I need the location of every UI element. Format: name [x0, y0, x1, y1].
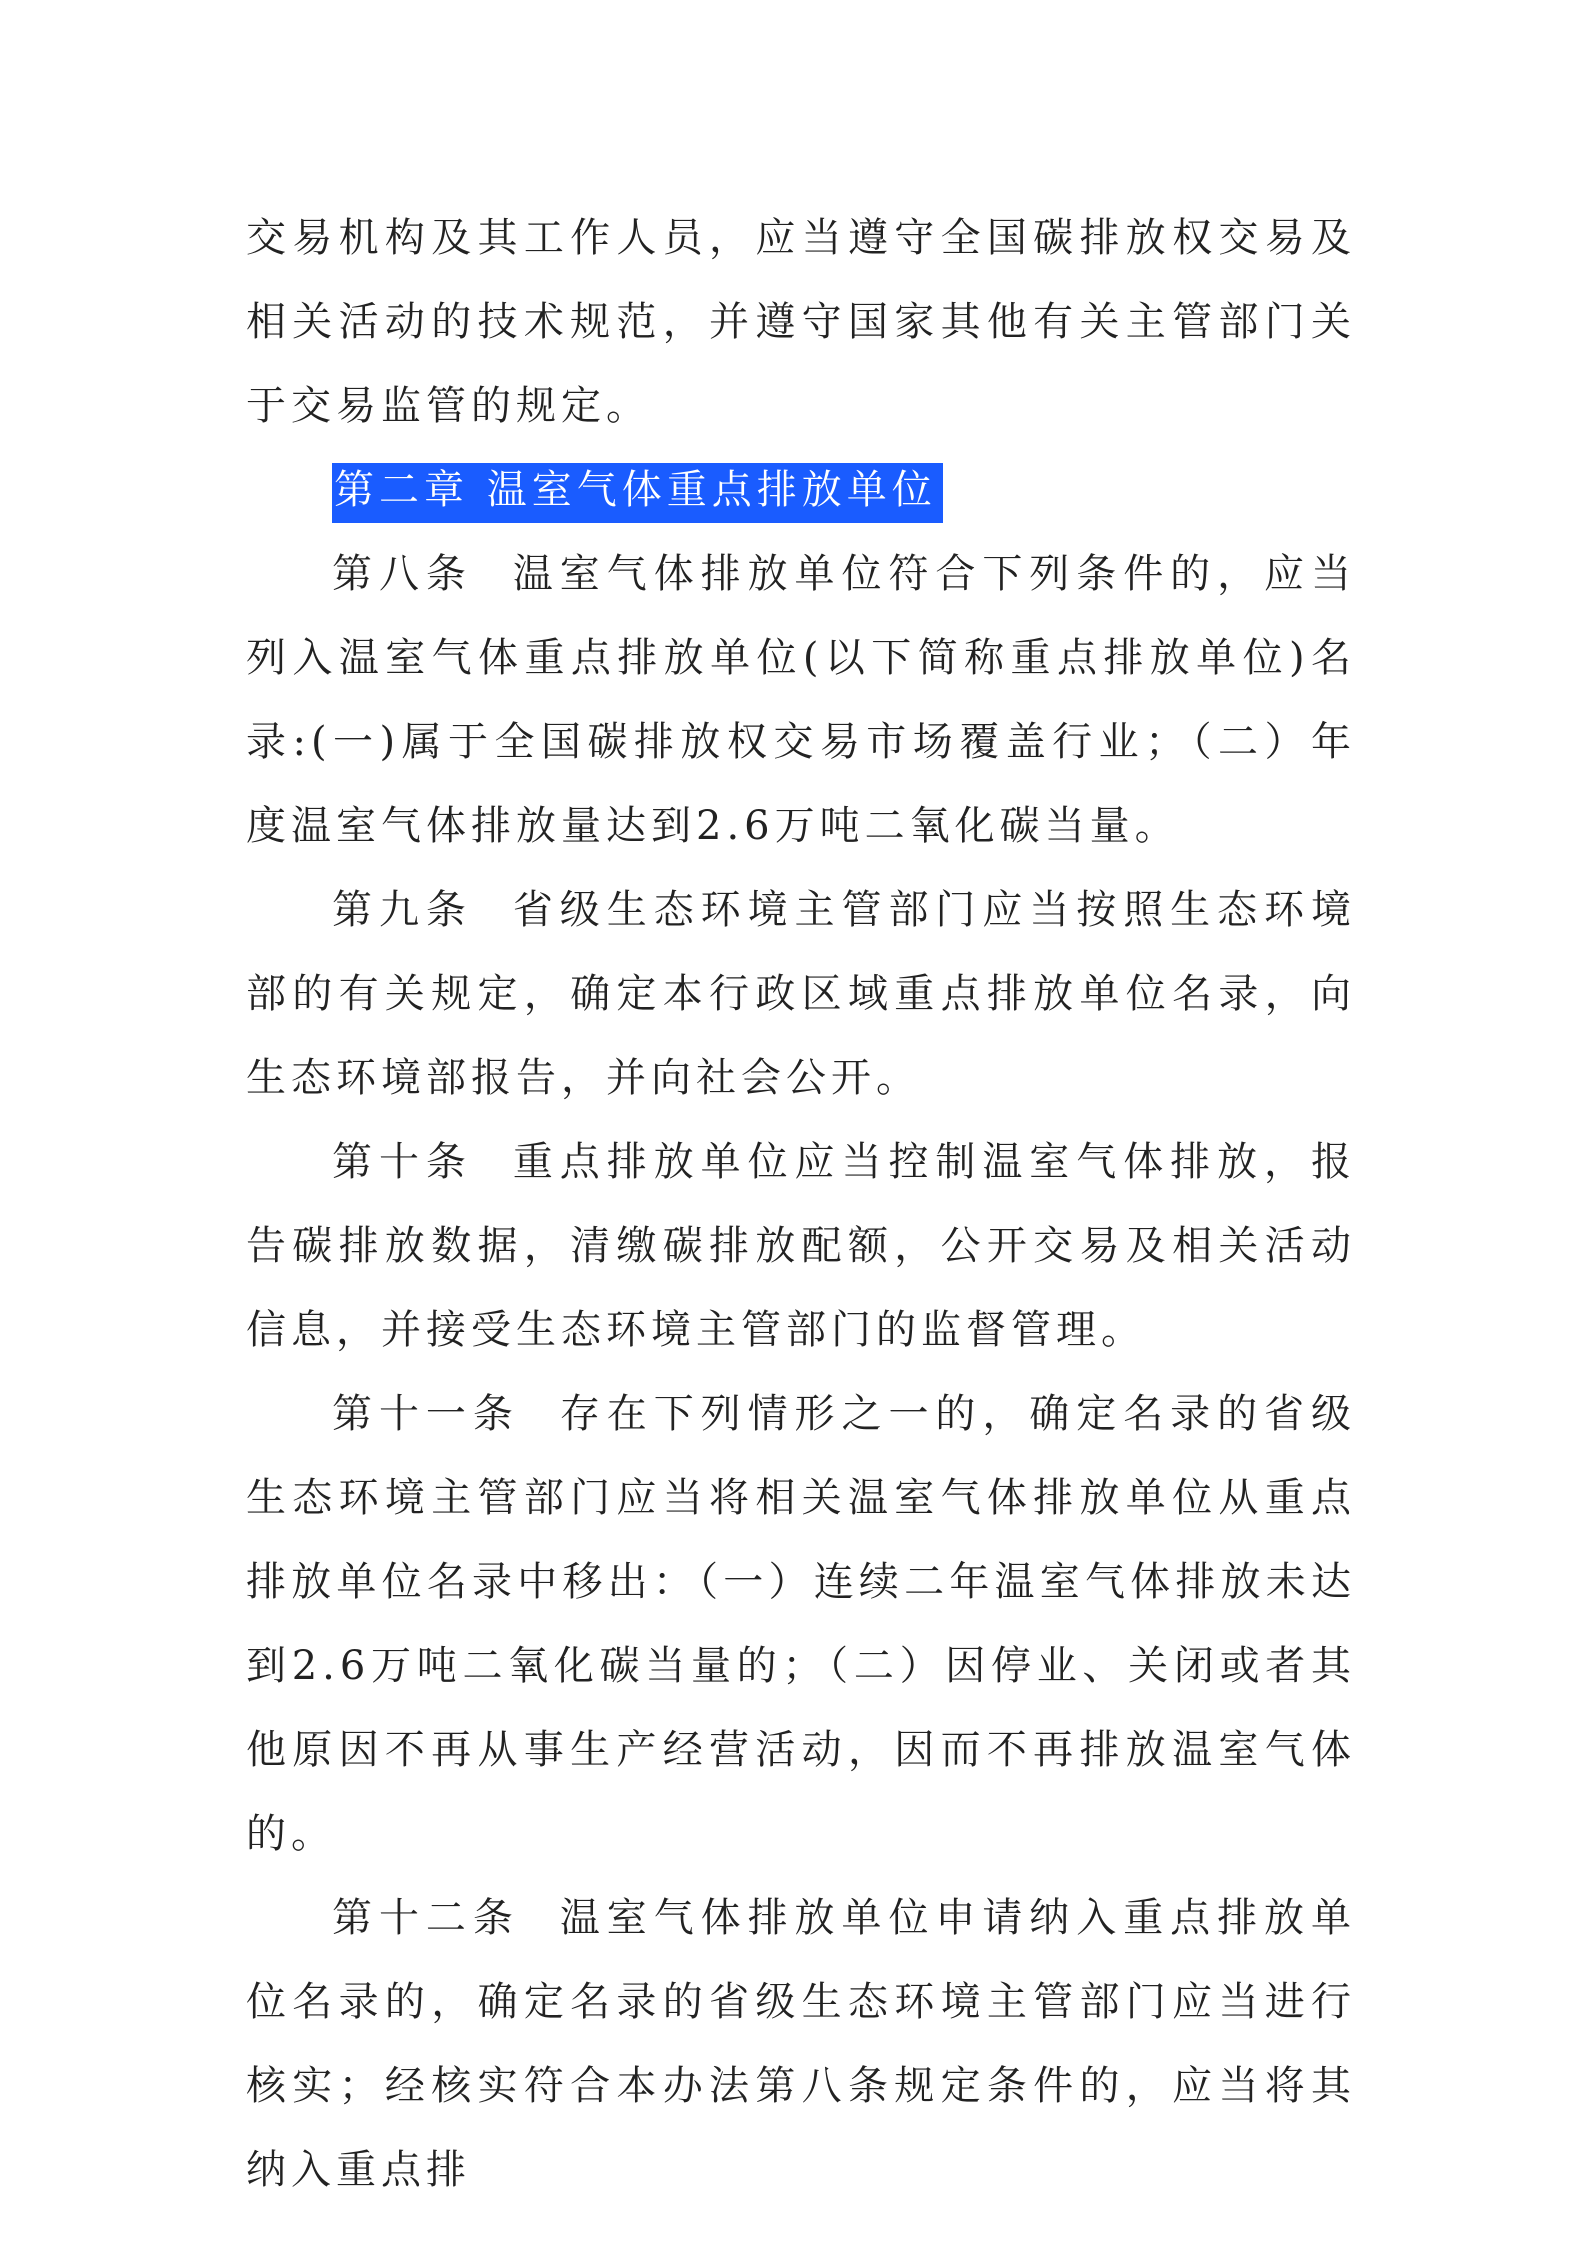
- article-text: 存在下列情形之一的，确定名录的省级生态环境主管部门应当将相关温室气体排放单位从重点排放单位名录中移出：（一）连续二年温室气体排放未达到2.6万吨二氧化碳当量的；（二）因停业、关闭或者其他原因不再从事生产经营活动，因而不再排放温室气体的。: [246, 1391, 1357, 1857]
- article-number: 第十二条: [332, 1895, 520, 1941]
- article-text: 温室气体排放单位申请纳入重点排放单位名录的，确定名录的省级生态环境主管部门应当进行核实；经核实符合本办法第八条规定条件的，应当将其纳入重点排: [246, 1895, 1357, 2193]
- article-number: 第十一条: [332, 1391, 520, 1437]
- article-number: 第十条: [332, 1139, 473, 1185]
- article-text: 省级生态环境主管部门应当按照生态环境部的有关规定，确定本行政区域重点排放单位名录，向生态环境部报告，并向社会公开。: [246, 887, 1357, 1101]
- chapter-heading[interactable]: [246, 448, 1356, 532]
- article-11: [246, 1372, 1356, 1876]
- article-9: [246, 868, 1356, 1120]
- article-number: 第八条: [332, 551, 473, 597]
- article-8: [246, 532, 1356, 868]
- article-12: [246, 1876, 1356, 2212]
- article-number: 第九条: [332, 887, 473, 933]
- continuation-text: 交易机构及其工作人员，应当遵守全国碳排放权交易及相关活动的技术规范，并遵守国家其他有关主管部门关于交易监管的规定。: [246, 215, 1356, 429]
- document-body: [246, 196, 1356, 2212]
- article-text: 重点排放单位应当控制温室气体排放，报告碳排放数据，清缴碳排放配额，公开交易及相关活动信息，并接受生态环境主管部门的监督管理。: [246, 1139, 1357, 1353]
- chapter-title-selected[interactable]: 第二章 温室气体重点排放单位: [332, 463, 943, 523]
- article-text: 温室气体排放单位符合下列条件的，应当列入温室气体重点排放单位(以下简称重点排放单位)名录:(一)属于全国碳排放权交易市场覆盖行业；（二）年度温室气体排放量达到2.6万吨二氧化碳当量。: [246, 551, 1357, 849]
- continuation-paragraph: [246, 196, 1356, 448]
- article-10: [246, 1120, 1356, 1372]
